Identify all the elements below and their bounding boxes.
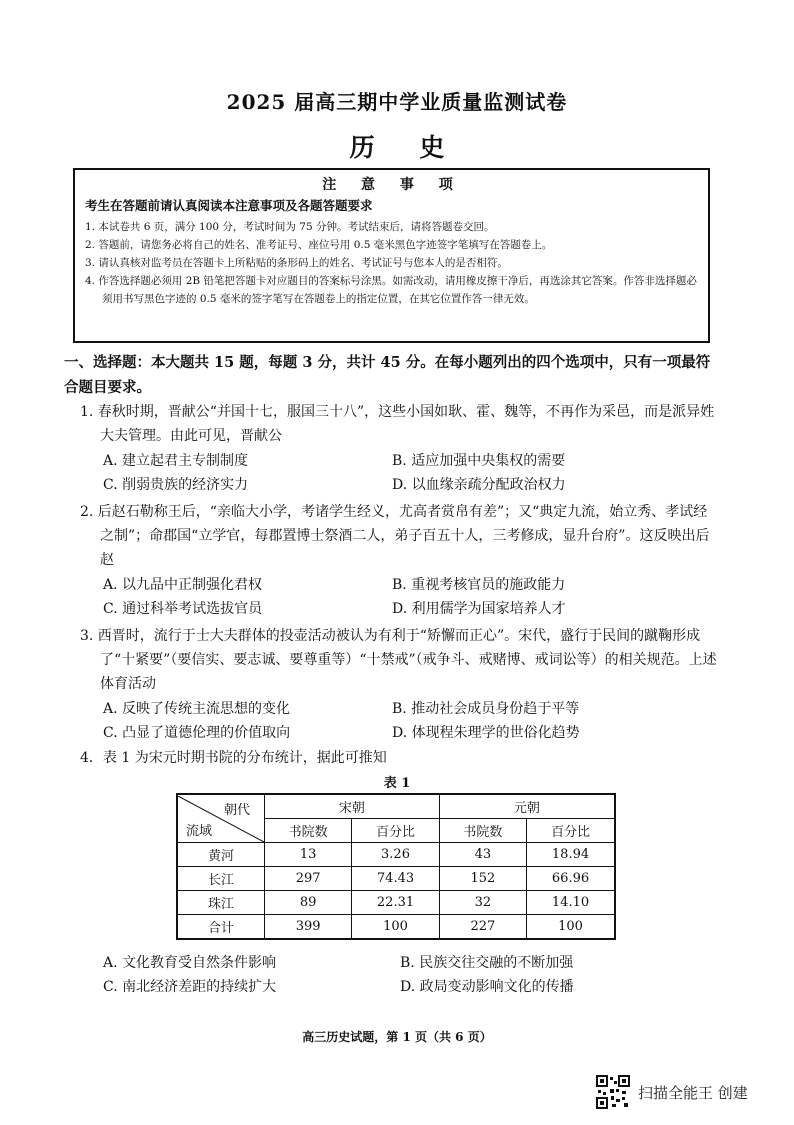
header-yuan: 元朝	[439, 794, 615, 819]
notice-subtitle: 考生在答题前请认真阅读本注意事项及各题答题要求	[85, 198, 373, 213]
question-2-option-c: C. 通过科举考试选拔官员	[103, 601, 263, 617]
question-2-option-d: D. 利用儒学为国家培养人才	[392, 601, 566, 617]
table-cell: 66.96	[527, 867, 615, 891]
table-row	[177, 915, 615, 940]
table-cell: 297	[265, 867, 352, 891]
header-song: 宋朝	[265, 794, 440, 819]
question-2-stem: 2. 后赵石勒称王后，“亲临大小学，考诸学生经义，尤高者赏帛有差”；又“典定九流，始立秀、孝试经之制”；命郡国“立学官，每郡置博士祭酒二人，弟子百五十人，三考修成，显升台府”。这反映出后赵	[80, 504, 710, 568]
table-row	[177, 843, 615, 867]
table-cell: 152	[439, 867, 526, 891]
question-4	[80, 746, 720, 770]
question-3-stem: 3. 西晋时，流行于士大夫群体的投壶活动被认为有利于“矫懈而正心”。宋代，盛行于民间的蹴鞠形成了“十紧要”（要信实、要志诚、要尊重等）“十禁戒”（戒争斗、戒赌博、戒词讼等）的相关规范。上述体育活动	[80, 628, 717, 692]
table-corner-cell	[177, 794, 265, 843]
subheader-yuan-percent: 百分比	[527, 819, 615, 843]
question-2	[80, 500, 720, 572]
table-row	[177, 867, 615, 891]
subheader-song-count: 书院数	[265, 819, 352, 843]
question-3-option-a: A. 反映了传统主流思想的变化	[103, 701, 291, 717]
question-4-option-a: A. 文化教育受自然条件影响	[103, 955, 277, 971]
table-cell: 14.10	[527, 891, 615, 915]
qr-code-icon	[596, 1075, 630, 1109]
table-cell: 74.43	[352, 867, 439, 891]
notice-title: 注 意 事 项	[322, 177, 463, 193]
notice-item-2: 2. 答题前，请您务必将自己的姓名、准考证号、座位号用 0.5 毫米黑色字迹签字笔填写在答题卷上。	[85, 239, 553, 251]
question-4-option-d: D. 政局变动影响文化的传播	[400, 979, 574, 995]
row-label: 长江	[177, 867, 265, 891]
subject-title: 历 史	[349, 133, 463, 162]
section-heading: 一、选择题：本大题共 15 题，每题 3 分，共计 45 分。在每小题列出的四个选项中，只有一项最符合题目要求。	[64, 354, 711, 396]
row-label: 合计	[177, 915, 265, 940]
scanner-watermark	[596, 1075, 748, 1109]
question-3-option-c: C. 凸显了道德伦理的价值取向	[103, 725, 291, 741]
notice-item-4: 4. 作答选择题必须用 2B 铅笔把答题卡对应题目的答案标号涂黑。如需改动，请用橡皮擦干净后，再选涂其它答案。作答非选择题必须用书写黑色字迹的 0.5 毫米的签字笔写在答题卷上的指定位置，在其它位置作答一律无效。	[85, 275, 697, 305]
academy-distribution-table	[176, 793, 616, 940]
table-cell: 100	[527, 915, 615, 940]
notice-item-1: 1. 本试卷共 6 页，满分 100 分，考试时间为 75 分钟。考试结束后，请将答题卷交回。	[85, 221, 495, 233]
notice-item-3: 3. 请认真核对监考员在答题卡上所粘贴的条形码上的姓名、考试证号与您本人的是否相符。	[85, 257, 508, 269]
row-label: 珠江	[177, 891, 265, 915]
question-4-option-b: B. 民族交往交融的不断加强	[400, 955, 574, 971]
question-4-option-c: C. 南北经济差距的持续扩大	[103, 979, 277, 995]
page-footer: 高三历史试题，第 1 页（共 6 页）	[302, 1030, 492, 1044]
table-cell: 89	[265, 891, 352, 915]
question-2-option-a: A. 以九品中正制强化君权	[103, 577, 263, 593]
question-3	[80, 624, 720, 696]
table-row	[177, 891, 615, 915]
subheader-song-percent: 百分比	[352, 819, 439, 843]
question-1-option-d: D. 以血缘亲疏分配政治权力	[392, 477, 566, 493]
table-cell: 18.94	[527, 843, 615, 867]
question-2-option-b: B. 重视考核官员的施政能力	[392, 577, 566, 593]
question-1-stem: 1. 春秋时期，晋献公“并国十七，服国三十八”，这些小国如耿、霍、魏等，不再作为采邑，而是派异姓大夫管理。由此可见，晋献公	[80, 404, 715, 444]
table-cell: 13	[265, 843, 352, 867]
question-1-option-b: B. 适应加强中央集权的需要	[392, 453, 566, 469]
table-cell: 399	[265, 915, 352, 940]
corner-label-dynasty: 朝代	[223, 802, 250, 818]
table-cell: 43	[439, 843, 526, 867]
row-label: 黄河	[177, 843, 265, 867]
question-1	[80, 400, 720, 448]
question-3-option-b: B. 推动社会成员身份趋于平等	[392, 701, 580, 717]
subheader-yuan-count: 书院数	[439, 819, 526, 843]
table-cell: 3.26	[352, 843, 439, 867]
question-4-stem: 4．表 1 为宋元时期书院的分布统计，据此可推知	[80, 750, 387, 766]
table-cell: 227	[439, 915, 526, 940]
question-3-option-d: D. 体现程朱理学的世俗化趋势	[392, 725, 580, 741]
exam-title: 2025 届高三期中学业质量监测试卷	[226, 90, 568, 114]
table-cell: 32	[439, 891, 526, 915]
notice-box	[73, 168, 710, 343]
question-1-option-a: A. 建立起君主专制制度	[103, 453, 249, 469]
corner-label-basin: 流域	[186, 823, 213, 839]
watermark-text: 扫描全能王 创建	[638, 1083, 748, 1102]
table-cell: 22.31	[352, 891, 439, 915]
question-1-option-c: C. 削弱贵族的经济实力	[103, 477, 249, 493]
table-caption: 表 1	[383, 776, 411, 791]
table-cell: 100	[352, 915, 439, 940]
